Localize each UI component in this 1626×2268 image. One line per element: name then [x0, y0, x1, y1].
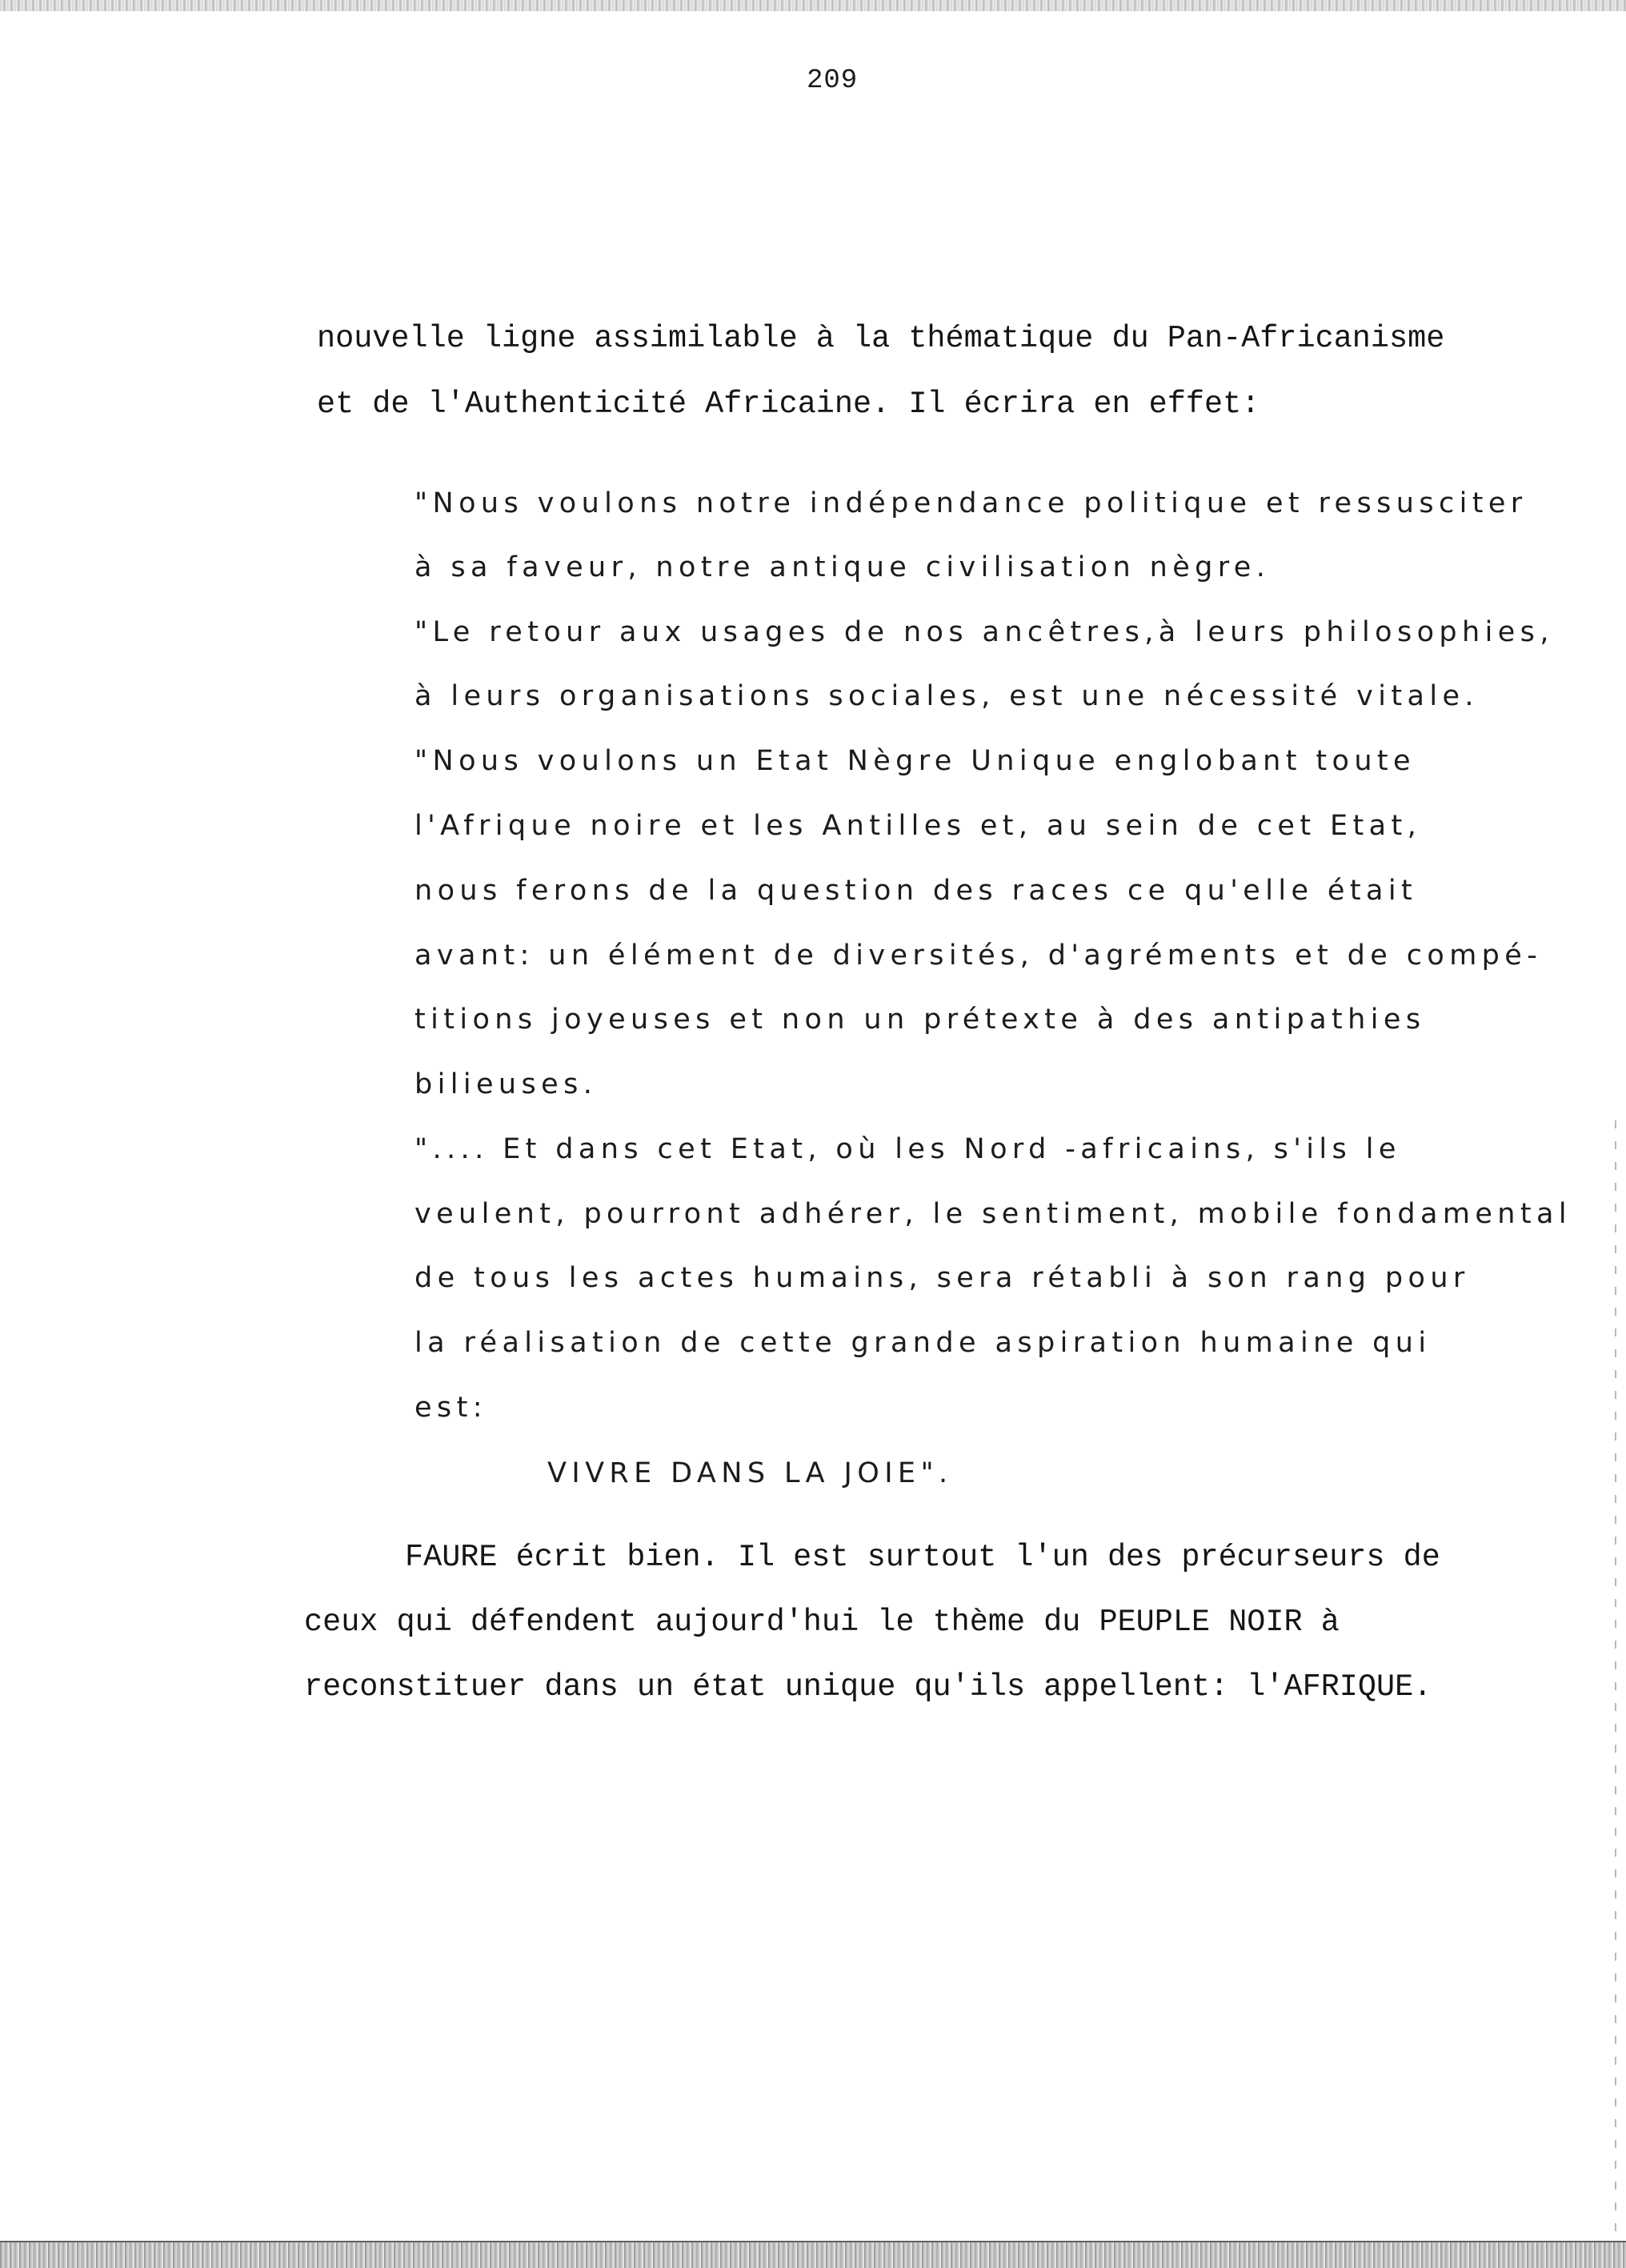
quote-line: ".... Et dans cet Etat, où les Nord -africains, s'ils le: [415, 1133, 1401, 1165]
quote-line: est:: [415, 1392, 487, 1424]
quote-line: veulent, pourront adhérer, le sentiment, mobile fondamental: [415, 1198, 1572, 1230]
scan-edge-top: [0, 0, 1626, 11]
page-number: 209: [807, 66, 859, 96]
quote-line: "Nous voulons un Etat Nègre Unique englobant toute: [415, 745, 1416, 777]
intro-line-2: et de l'Authenticité Africaine. Il écrira en effet:: [317, 387, 1260, 422]
quote-line: la réalisation de cette grande aspiration humaine qui: [415, 1327, 1432, 1359]
quote-closing: VIVRE DANS LA JOIE".: [547, 1457, 953, 1489]
quote-line: nous ferons de la question des races ce qu'elle était: [415, 875, 1418, 907]
quote-line: l'Afrique noire et les Antilles et, au sein de cet Etat,: [415, 810, 1422, 842]
quote-line: à leurs organisations sociales, est une nécessité vitale.: [415, 680, 1479, 712]
scan-edge-bottom: [0, 2241, 1626, 2268]
quote-line: "Le retour aux usages de nos ancêtres,à leurs philosophies,: [415, 616, 1554, 648]
intro-line-1: nouvelle ligne assimilable à la thématique du Pan-Africanisme: [317, 321, 1445, 356]
quote-line: titions joyeuses et non un prétexte à des antipathies: [415, 1004, 1426, 1036]
quote-line: "Nous voulons notre indépendance politique et ressusciter: [415, 487, 1528, 519]
scan-edge-right: [1615, 1120, 1616, 2241]
quote-line: de tous les actes humains, sera rétabli à son rang pour: [415, 1262, 1470, 1294]
quote-line: bilieuses.: [415, 1068, 598, 1100]
conclusion-line: FAURE écrit bien. Il est surtout l'un des précurseurs de: [405, 1540, 1440, 1575]
quote-line: à sa faveur, notre antique civilisation nègre.: [415, 551, 1271, 583]
conclusion-line: reconstituer dans un état unique qu'ils appellent: l'AFRIQUE.: [304, 1669, 1432, 1705]
quote-line: avant: un élément de diversités, d'agréments et de compé-: [415, 940, 1543, 972]
conclusion-line: ceux qui défendent aujourd'hui le thème du PEUPLE NOIR à: [304, 1605, 1340, 1640]
